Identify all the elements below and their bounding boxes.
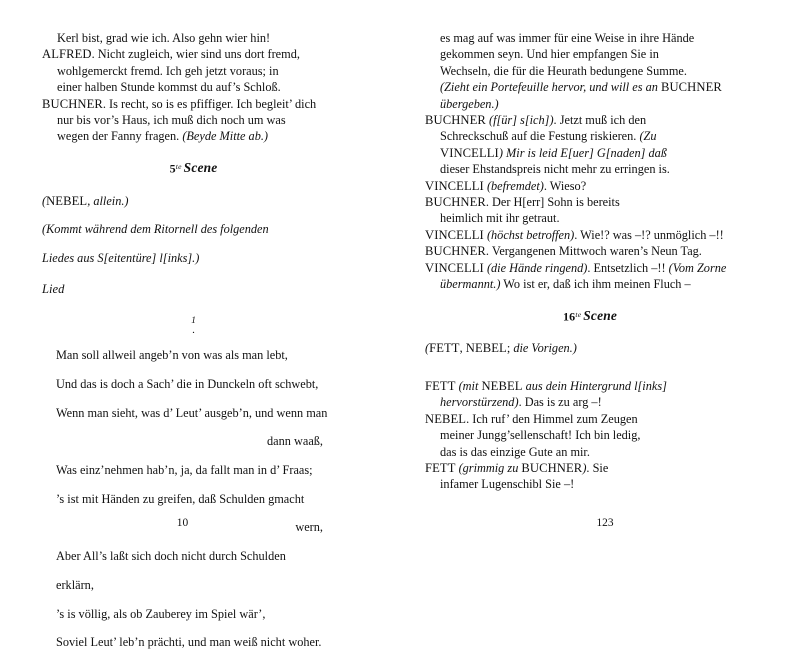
speech-text: nur bis vor’s Haus, ich muß dich noch um was <box>57 113 286 128</box>
speaker-name-fett: FETT <box>425 461 456 476</box>
stage-direction-text: Liedes aus S[eitentüre] l[inks].) <box>42 251 200 266</box>
stage-direction-inline: (Beyde Mitte ab.) <box>182 129 269 144</box>
speech-text: einer halben Stunde kommst du auf’s Schloß. <box>57 80 281 95</box>
speech-buchner-line3 <box>425 145 755 161</box>
verse-turnover-line: dann waaß, <box>267 434 323 449</box>
speech-text: Wechseln, die für die Heurath bedungene Summe. <box>440 63 687 78</box>
stage-direction-inline-close: übermannt.) <box>440 277 501 292</box>
stage-direction-rest: , allein.) <box>87 193 129 208</box>
stage-direction-inline-open: (Zu <box>639 129 657 144</box>
speech-text: . Der H[err] Sohn is bereits <box>485 195 620 210</box>
character-name-vincelli: VINCELLI <box>440 145 499 160</box>
speaker-punct: . <box>102 96 106 111</box>
speaker-name-buchner: BUCHNER <box>425 244 486 259</box>
speech-text: . Jetzt muß ich den <box>553 113 647 128</box>
verse-line: Soviel Leut’ leb’n prächti, und man weiß nicht woher. <box>56 635 322 650</box>
song-label-lied: Lied <box>42 282 65 297</box>
speech-alfred-line2 <box>42 63 345 79</box>
speech-text: es mag auf was immer für eine Weise in ihre Hände <box>440 31 695 45</box>
character-name-fett: FETT <box>429 341 460 356</box>
speech-fett-line2 <box>425 394 755 410</box>
character-name-buchner: BUCHNER <box>521 461 583 476</box>
speaker-name-buchner: BUCHNER <box>425 113 486 128</box>
scene-number: 16 <box>562 308 576 323</box>
speech-line-continued <box>425 30 755 46</box>
speech-parenthetical: (höchst betroffen) <box>486 227 575 242</box>
right-page-text-column <box>425 30 755 493</box>
speech-fett-hervorstuerzend <box>425 378 755 394</box>
speech-text: infamer Lugenschibl Sie –! <box>440 477 575 492</box>
verse-line: Wenn man sieht, was d’ Leut’ ausgeb’n, und wenn man <box>56 405 328 420</box>
speaker-name-buchner: BUCHNER <box>42 96 103 111</box>
stage-direction-text: (Zieht ein Portefeuille hervor, und will es an <box>440 80 661 95</box>
verse-line: Aber All’s laßt sich doch nicht durch Schulden <box>56 549 286 564</box>
speech-nebel-line3 <box>425 444 755 460</box>
speaker-name-fett: FETT <box>425 379 456 394</box>
verse-line: Was einz’nehmen hab’n, ja, da fallt man in d’ Fraas; <box>56 462 313 477</box>
speech-buchner-herr-sohn-line2 <box>425 210 755 226</box>
stage-direction-nebel-allein: (NEBEL, allein.) <box>42 193 129 208</box>
speech-alfred <box>42 46 345 62</box>
speech-vincelli-line2 <box>425 276 755 292</box>
separator: ; <box>506 341 514 356</box>
separator: , <box>459 341 466 356</box>
speech-text: . Sie <box>586 461 609 476</box>
speech-text: . Vergangenen Mittwoch waren’s Neun Tag. <box>485 244 702 259</box>
speaker-name-alfred: ALFRED <box>42 47 92 62</box>
speech-text: heimlich mit ihr getraut. <box>440 211 560 226</box>
stage-direction-text: übergeben.) <box>440 96 499 111</box>
speaker-name-vincelli: VINCELLI <box>425 227 484 242</box>
speech-text: das is das einzige Gute an mir. <box>440 444 590 459</box>
speaker-name-vincelli: VINCELLI <box>425 260 484 275</box>
speaker-punct: . <box>91 47 95 62</box>
speech-fett-grimmig <box>425 460 755 476</box>
speech-buchner-fuer-sich <box>425 112 755 128</box>
speech-parenthetical-close: hervorstürzend) <box>440 395 519 410</box>
speech-text: . Entsetzlich –!! <box>587 260 669 275</box>
speech-parenthetical: (befremdet) <box>486 178 544 193</box>
speech-text: . Wie!? was –!? unmöglich –!! <box>574 227 724 242</box>
speech-parenthetical-close: ) <box>582 461 587 476</box>
scene-ordinal-suffix: te <box>575 309 582 319</box>
speech-text: gekommen seyn. Und hier empfangen Sie in <box>440 47 659 62</box>
scene-number: 5 <box>169 161 176 176</box>
speech-line-continued <box>425 63 755 79</box>
speech-buchner-line2 <box>42 112 345 128</box>
verse-line: Und das is doch a Sach’ die in Dunckeln oft schwebt, <box>56 376 319 391</box>
speech-text: Wo ist er, daß ich ihm meinen Fluch – <box>500 277 691 292</box>
speech-parenthetical: (f[ür] s[ich]) <box>488 113 554 128</box>
character-name-nebel: NEBEL <box>465 341 507 356</box>
speech-text: Kerl bist, grad wie ich. Also gehn wier hin! <box>57 31 271 45</box>
scene-word: Scene <box>583 307 618 323</box>
speaker-name-buchner: BUCHNER <box>425 195 486 210</box>
page-number-right: 123 <box>596 517 614 529</box>
stage-direction-line3 <box>42 250 345 266</box>
speech-vincelli-haende-ringend <box>425 260 755 276</box>
speech-nebel-himmel <box>425 411 755 427</box>
speech-parenthetical-open: (grimmig zu <box>458 461 522 476</box>
verse-number: 1 <box>191 314 196 326</box>
verse-line: Man soll allweil angeb’n von was als man lebt, <box>56 348 288 363</box>
speaker-name-nebel: NEBEL <box>425 411 467 426</box>
speech-text: Is recht, so is es pfiffiger. Ich begleit’ dich <box>109 96 317 111</box>
speech-buchner-herr-sohn <box>425 194 755 210</box>
stage-direction-text: (Kommt während dem Ritornell des folgenden <box>42 222 269 237</box>
character-name-nebel: NEBEL <box>46 193 88 208</box>
speech-text: Nicht zugleich, wier sind uns dort fremd, <box>97 47 300 62</box>
speech-text: . Wieso? <box>543 178 587 193</box>
stage-direction-portefeuille <box>425 79 755 95</box>
left-page <box>0 0 400 650</box>
speaker-name-vincelli: VINCELLI <box>425 178 484 193</box>
stage-direction-inline-close: ) Mir is leid E[uer] G[naden] daß <box>498 145 667 160</box>
speech-text: wegen der Fanny fragen. <box>57 129 180 144</box>
stage-direction-inline: (Vom Zorne <box>668 260 727 275</box>
verse-line: ’s ist mit Händen zu greifen, daß Schulden gmacht <box>56 491 305 506</box>
speech-text: . Das is zu arg –! <box>518 395 602 410</box>
character-name-nebel: NEBEL <box>481 379 523 394</box>
speech-line-continued <box>42 30 345 46</box>
left-page-text-column <box>42 30 345 651</box>
speech-vincelli-betroffen <box>425 227 755 243</box>
speech-line-continued <box>425 46 755 62</box>
speech-text: meiner Jungg’sellenschaft! Ich bin ledig, <box>440 428 641 443</box>
character-name-buchner: BUCHNER <box>660 80 722 95</box>
speech-fett-line2 <box>425 476 755 492</box>
speech-text: dieser Ehstandspreis nicht mehr zu erringen is. <box>440 162 670 177</box>
verse-line: ’s is völlig, als ob Zauberey im Spiel wär’, <box>56 606 266 621</box>
page-number-left: 10 <box>176 517 189 529</box>
speech-text: . Ich ruf’ den Himmel zum Zeugen <box>466 411 638 426</box>
scene-ordinal-suffix: te <box>175 161 182 171</box>
verse-turnover-line: wern, <box>295 520 323 535</box>
song-verse <box>42 347 345 650</box>
stage-direction-text: die Vorigen.) <box>513 341 577 356</box>
scene-heading-16 <box>425 307 755 325</box>
right-page <box>400 0 800 566</box>
paren-open: ( <box>425 341 430 356</box>
verse-number-dot: . <box>192 323 195 336</box>
speech-text: Schreckschuß auf die Festung riskieren. <box>440 129 637 144</box>
speech-alfred-line3 <box>42 79 345 95</box>
speech-buchner-mittwoch <box>425 243 755 259</box>
scene-word: Scene <box>183 160 218 176</box>
scene-heading-5 <box>42 159 345 177</box>
stage-direction-persons <box>425 340 755 356</box>
speech-parenthetical-rest: aus dein Hintergrund l[inks] <box>522 379 667 394</box>
stage-direction-line2 <box>42 221 345 237</box>
speech-parenthetical: (die Hände ringend) <box>486 260 588 275</box>
speech-vincelli-befremdet <box>425 178 755 194</box>
speech-parenthetical-open: (mit <box>458 379 482 394</box>
speech-buchner-line3 <box>42 128 345 144</box>
speech-buchner-line4 <box>425 161 755 177</box>
speech-nebel-line2 <box>425 427 755 443</box>
speech-buchner <box>42 96 345 112</box>
stage-direction-portefeuille-line2 <box>425 96 755 112</box>
speech-buchner-line2 <box>425 128 755 144</box>
verse-line: erklärn, <box>56 577 94 592</box>
speech-text: wohlgemerckt fremd. Ich geh jetzt voraus; in <box>57 63 279 78</box>
